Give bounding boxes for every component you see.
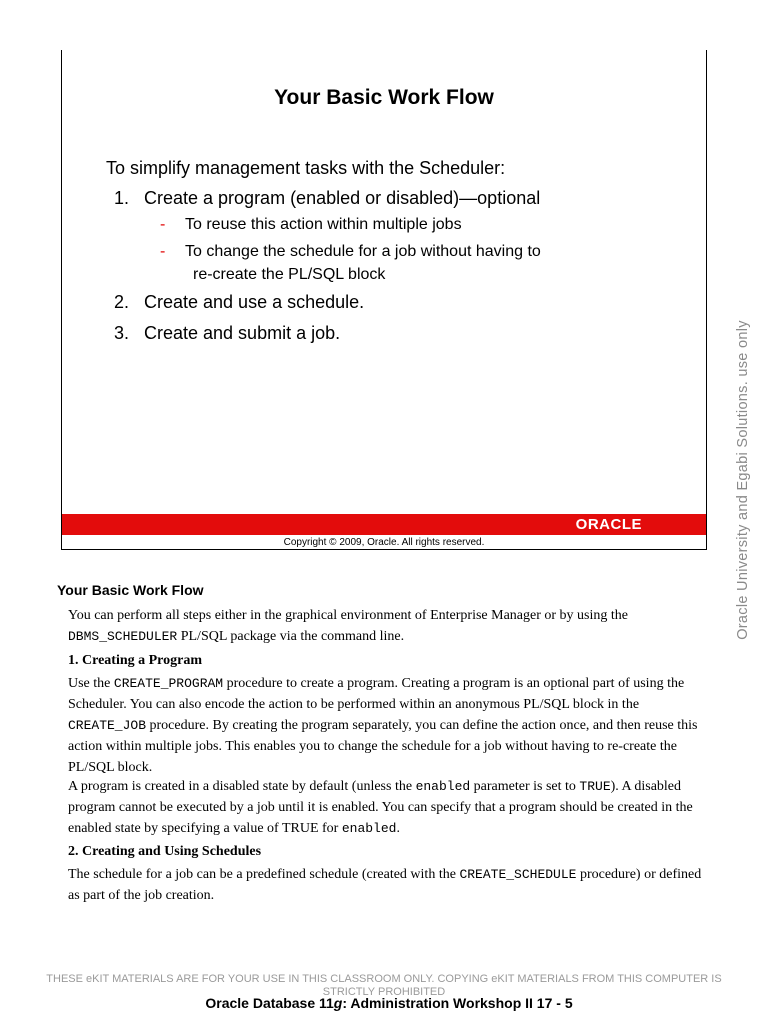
text-run: procedure) or defined as part of the job creation.	[68, 867, 702, 903]
course-title-part: Oracle Database 11	[205, 995, 334, 1011]
text-run: parameter is set to	[470, 779, 580, 794]
substep-text: To change the schedule for a job without having to	[185, 243, 541, 260]
text-run: .	[396, 821, 400, 836]
code-term: CREATE_SCHEDULE	[459, 867, 577, 882]
course-title-part: : Administration Workshop II 17 - 5	[342, 995, 573, 1011]
text-run: ). A disabled program cannot be executed by a job until it is enabled. You can specify that a program should be created in the enabled state by specifying a value of	[68, 779, 693, 836]
code-term: TRUE	[579, 779, 611, 794]
oracle-banner	[62, 514, 706, 535]
bullet-dash: -	[160, 216, 166, 233]
step-number: 3.	[114, 323, 130, 343]
step-1	[114, 188, 540, 209]
text-run: TRUE	[281, 821, 319, 836]
slide-frame	[61, 50, 707, 550]
footer-course-title	[0, 995, 768, 1011]
code-term: CREATE_JOB	[68, 718, 147, 733]
substep-1	[160, 216, 462, 234]
notes-paragraph-intro	[68, 605, 708, 647]
substep-2	[160, 243, 541, 261]
substep-text: To reuse this action within multiple jobs	[185, 216, 462, 233]
course-title-italic: g	[333, 995, 343, 1011]
sidebar-watermark: Oracle University and Egabi Solutions. use only	[735, 320, 751, 640]
code-term: enabled	[341, 821, 397, 836]
step-number: 2.	[114, 292, 130, 312]
code-term: DBMS_SCHEDULER	[68, 629, 178, 644]
notes-paragraph-disabled	[68, 776, 708, 839]
footer-warning: THESE eKIT MATERIALS ARE FOR YOUR USE IN THIS CLASSROOM ONLY. COPYING eKIT MATERIALS FROM THIS COMPUTER IS STRICTLY PROHIBITED	[46, 973, 722, 998]
section-heading: 2. Creating and Using Schedules	[68, 844, 262, 859]
text-run: procedure. By creating the program separately, you can define the action once, and then reuse this action within multiple jobs. This enables you to change the schedule for a job without having to re-create the PL/SQL block.	[68, 718, 698, 775]
copyright-text: Copyright © 2009, Oracle. All rights reserved.	[283, 537, 485, 548]
step-text: Create and use a schedule.	[144, 292, 365, 312]
step-number: 1.	[114, 188, 130, 208]
notes-section-1-heading	[68, 650, 708, 671]
notes-paragraph-schedules	[68, 864, 708, 906]
step-3	[114, 323, 340, 344]
text-run: for	[318, 821, 342, 836]
step-text: Create and submit a job.	[144, 323, 341, 343]
slide-title: Your Basic Work Flow	[274, 86, 494, 109]
text-run: procedure to create a program. Creating a program is an optional part of using the Scheduler. You can also encode the action to be performed within an anonymous PL/SQL block in the	[68, 676, 685, 712]
text-run: Use the	[68, 676, 114, 691]
substep-2-continued: re-create the PL/SQL block	[193, 266, 386, 283]
step-2	[114, 292, 364, 313]
section-heading: 1. Creating a Program	[68, 653, 203, 668]
notes-heading: Your Basic Work Flow	[57, 582, 204, 598]
notes-section-2-heading	[68, 841, 708, 862]
text-run: You can perform all steps either in the graphical environment of Enterprise Manager or by using the	[68, 608, 628, 623]
slide-intro: To simplify management tasks with the Scheduler:	[106, 158, 506, 178]
text-run: The schedule for a job can be a predefined schedule (created with the	[68, 867, 460, 882]
text-run: PL/SQL package via the command line.	[177, 629, 405, 644]
step-text: Create a program (enabled or disabled)—optional	[144, 188, 541, 208]
notes-paragraph-program	[68, 673, 708, 778]
code-term: enabled	[415, 779, 471, 794]
text-run: A program is created in a disabled state by default (unless the	[68, 779, 416, 794]
code-term: CREATE_PROGRAM	[113, 676, 224, 691]
oracle-logo: ORACLE	[575, 516, 642, 533]
bullet-dash: -	[160, 243, 166, 260]
